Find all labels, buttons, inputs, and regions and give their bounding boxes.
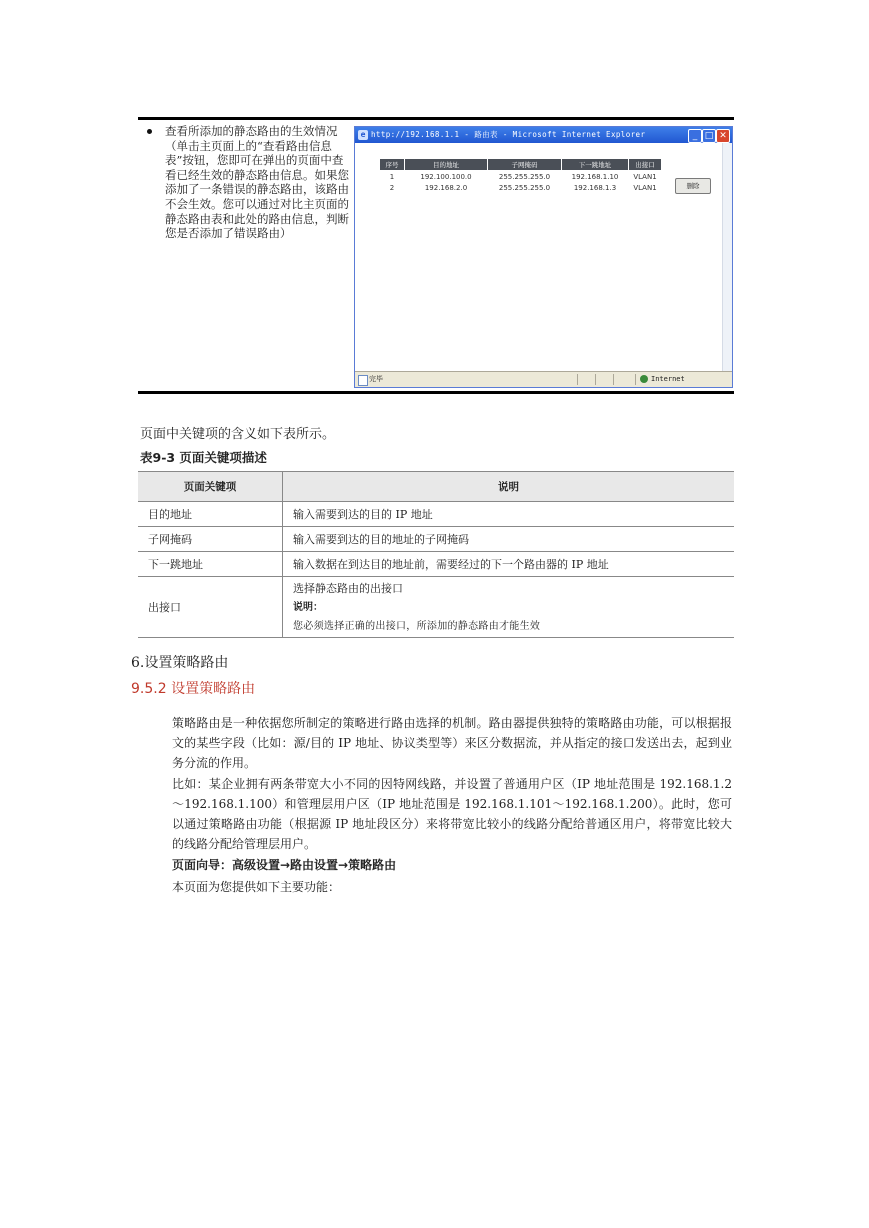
- ie-title-text: http://192.168.1.1 - 路由表 - Microsoft Internet Explorer: [371, 130, 646, 139]
- table-row: [138, 527, 734, 552]
- route-table-header: 下一跳地址: [562, 159, 629, 171]
- route-cell: 192.168.2.0: [424, 183, 468, 192]
- desc-cell: 输入需要到达的目的 IP 地址: [283, 502, 735, 527]
- route-cell: 255.255.255.0: [498, 172, 551, 181]
- status-zone-text: Internet: [651, 375, 685, 383]
- route-table-header: 目的地址: [405, 159, 488, 171]
- intro-text: 页面中关键项的含义如下表所示。: [140, 427, 336, 442]
- key-cell: 目的地址: [138, 502, 283, 527]
- route-cell: 192.168.1.3: [573, 183, 617, 192]
- desc-cell: 输入需要到达的目的地址的子网掩码: [283, 527, 735, 552]
- bullet-text: 查看所添加的静态路由的生效情况（单击主页面上的“查看路由信息表”按钮，您即可在弹出的页面中查看已经生效的静态路由信息。如果您添加了一条错误的静态路由，该路由不会生效。您可以通过对比主页面的静态路由表和此处的路由信息，判断您是否添加了错误路由）: [165, 124, 349, 241]
- bullet-item: [147, 124, 352, 241]
- internet-globe-icon: [640, 375, 648, 383]
- route-table-header: 序号: [380, 159, 405, 171]
- route-table-header: 子网掩码: [488, 159, 562, 171]
- route-cell: 255.255.255.0: [498, 183, 551, 192]
- route-cell: VLAN1: [633, 172, 657, 181]
- minimize-button[interactable]: _: [688, 129, 702, 143]
- route-row: [380, 182, 662, 193]
- out-desc: 选择静态路由的出接口: [293, 581, 403, 595]
- route-table-header: 出接口: [629, 159, 662, 171]
- bottom-rule: [138, 391, 734, 394]
- desc-cell: 输入数据在到达目的地址前，需要经过的下一个路由器的 IP 地址: [283, 552, 735, 577]
- maximize-button[interactable]: □: [702, 129, 716, 143]
- route-cell: 2: [389, 183, 395, 192]
- key-table-header: 页面关键项: [138, 472, 283, 502]
- section-title: 6.设置策略路由: [131, 655, 229, 671]
- paragraph: 本页面为您提供如下主要功能：: [172, 880, 341, 894]
- section-heading: 9.5.2 设置策略路由: [131, 681, 256, 697]
- status-separator: [613, 374, 614, 385]
- route-cell: VLAN1: [633, 183, 657, 192]
- table-row: [138, 502, 734, 527]
- route-cell: 192.168.1.10: [571, 172, 619, 181]
- table-row: [138, 552, 734, 577]
- vertical-scrollbar[interactable]: [722, 143, 732, 371]
- paragraph: 比如：某企业拥有两条带宽大小不同的因特网线路，并设置了普通用户区（IP 地址范围是 192.168.1.2～192.168.1.100）和管理层用户区（IP 地址范围是 192.168.1.101～192.168.1.200）。此时，您可以通过策略路由功能（根据源 IP 地址段区分）来将带宽比较小的线路分配给普通区用户，将带宽比较大的线路分配给管理层用户。: [172, 777, 732, 851]
- page-navigation: 页面向导：高级设置→路由设置→策略路由: [172, 858, 397, 872]
- key-items-table: [138, 471, 734, 638]
- ie-logo-icon: e: [358, 130, 368, 140]
- close-button[interactable]: ✕: [716, 129, 730, 143]
- table-row: [138, 577, 734, 638]
- route-cell: 1: [389, 172, 395, 181]
- key-cell: 出接口: [138, 577, 283, 638]
- status-done-text: 完毕: [369, 375, 383, 383]
- page-icon: [358, 375, 368, 386]
- status-separator: [577, 374, 578, 385]
- table-caption: 表9-3 页面关键项描述: [140, 450, 267, 465]
- status-separator: [635, 374, 636, 385]
- key-cell: 子网掩码: [138, 527, 283, 552]
- route-table: [379, 158, 662, 193]
- note-text: 您必须选择正确的出接口，所添加的静态路由才能生效: [293, 620, 541, 632]
- ie-title-bar: [355, 127, 732, 143]
- bullet-dot: [147, 129, 152, 134]
- ie-status-bar: [355, 371, 732, 387]
- status-separator: [595, 374, 596, 385]
- key-cell: 下一跳地址: [138, 552, 283, 577]
- desc-cell: [283, 577, 735, 638]
- route-row: [380, 171, 662, 183]
- key-table-header: 说明: [283, 472, 735, 502]
- top-rule: [138, 117, 734, 120]
- route-cell: 192.100.100.0: [420, 172, 472, 181]
- note-label: 说明：: [293, 601, 323, 613]
- delete-button[interactable]: 删除: [675, 178, 711, 194]
- paragraph: 策略路由是一种依据您所制定的策略进行路由选择的机制。路由器提供独特的策略路由功能，可以根据报文的某些字段（比如：源/目的 IP 地址、协议类型等）来区分数据流，并从指定的接口发送出去，起到业务分流的作用。: [172, 716, 732, 770]
- ie-popup-window: [354, 126, 733, 388]
